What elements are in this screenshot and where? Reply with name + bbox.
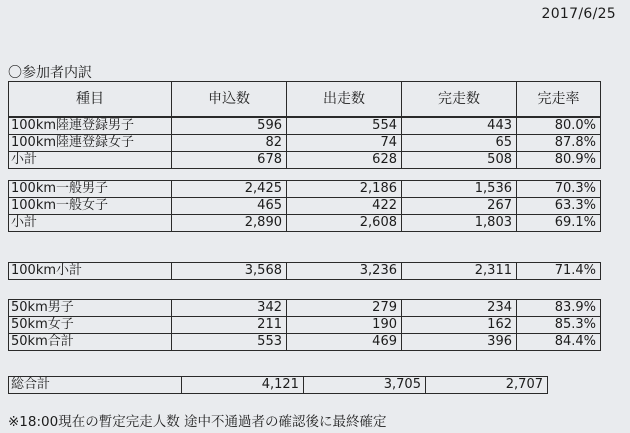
- table-row: [9, 334, 601, 351]
- row-label: 小計: [9, 215, 172, 232]
- table-row: [9, 263, 601, 280]
- finish-rate-value: 85.3%: [517, 317, 601, 334]
- table-row: [9, 215, 601, 232]
- applications-value: 82: [172, 135, 287, 152]
- finish-rate-value: 80.9%: [517, 152, 601, 169]
- row-label: 100km陸連登録男子: [9, 118, 172, 135]
- applications-value: 342: [172, 300, 287, 317]
- finishers-value: 2,707: [425, 377, 547, 394]
- table-row: [9, 377, 548, 394]
- applications-value: 4,121: [181, 377, 303, 394]
- table-row: [9, 181, 601, 198]
- row-label: 100km一般女子: [9, 198, 172, 215]
- finish-rate-value: 70.3%: [517, 181, 601, 198]
- applications-value: 2,425: [172, 181, 287, 198]
- row-label: 50km男子: [9, 300, 172, 317]
- finishers-value: 267: [402, 198, 517, 215]
- starters-value: 190: [287, 317, 402, 334]
- finishers-value: 234: [402, 300, 517, 317]
- applications-value: 3,568: [172, 263, 287, 280]
- header-row: [9, 82, 601, 117]
- finish-rate-value: 83.9%: [517, 300, 601, 317]
- applications-value: 465: [172, 198, 287, 215]
- header-category: 種目: [9, 82, 172, 117]
- applications-value: 678: [172, 152, 287, 169]
- footnote: ※18:00現在の暫定完走人数 途中不通過者の確認後に最終確定: [8, 414, 387, 430]
- finish-rate-value: 71.4%: [517, 263, 601, 280]
- finish-rate-value: 87.8%: [517, 135, 601, 152]
- finish-rate-value: 63.3%: [517, 198, 601, 215]
- table-group-grand-total: [8, 376, 548, 394]
- table-row: [9, 152, 601, 169]
- row-label: 100km陸連登録女子: [9, 135, 172, 152]
- finishers-value: 443: [402, 118, 517, 135]
- starters-value: 3,705: [303, 377, 425, 394]
- table-group-50km: [8, 299, 601, 351]
- table-row: [9, 300, 601, 317]
- starters-value: 628: [287, 152, 402, 169]
- starters-value: 3,236: [287, 263, 402, 280]
- finishers-value: 162: [402, 317, 517, 334]
- starters-value: 422: [287, 198, 402, 215]
- finishers-value: 396: [402, 334, 517, 351]
- finishers-value: 1,536: [402, 181, 517, 198]
- row-label: 小計: [9, 152, 172, 169]
- applications-value: 211: [172, 317, 287, 334]
- header-finish-rate: 完走率: [517, 82, 601, 117]
- row-label: 100km小計: [9, 263, 172, 280]
- finish-rate-value: 80.0%: [517, 118, 601, 135]
- document-date: 2017/6/25: [541, 6, 616, 22]
- row-label: 50km合計: [9, 334, 172, 351]
- table-row: [9, 317, 601, 334]
- applications-value: 553: [172, 334, 287, 351]
- starters-value: 2,608: [287, 215, 402, 232]
- table-row: [9, 135, 601, 152]
- applications-value: 596: [172, 118, 287, 135]
- starters-value: 279: [287, 300, 402, 317]
- starters-value: 2,186: [287, 181, 402, 198]
- table-row: [9, 118, 601, 135]
- table-group-100km-general: [8, 180, 601, 232]
- starters-value: 74: [287, 135, 402, 152]
- applications-value: 2,890: [172, 215, 287, 232]
- header-finishers: 完走数: [402, 82, 517, 117]
- table-row: [9, 198, 601, 215]
- row-label: 総合計: [9, 377, 182, 394]
- finish-rate-value: 84.4%: [517, 334, 601, 351]
- header-applications: 申込数: [172, 82, 287, 117]
- table-header: [8, 81, 601, 117]
- starters-value: 554: [287, 118, 402, 135]
- finishers-value: 1,803: [402, 215, 517, 232]
- finishers-value: 508: [402, 152, 517, 169]
- section-title: 〇参加者内訳: [8, 65, 92, 81]
- finish-rate-value: 69.1%: [517, 215, 601, 232]
- header-starters: 出走数: [287, 82, 402, 117]
- table-group-100km-subtotal: [8, 262, 601, 280]
- table-group-100km-registered: [8, 117, 601, 169]
- row-label: 100km一般男子: [9, 181, 172, 198]
- finishers-value: 2,311: [402, 263, 517, 280]
- row-label: 50km女子: [9, 317, 172, 334]
- finishers-value: 65: [402, 135, 517, 152]
- starters-value: 469: [287, 334, 402, 351]
